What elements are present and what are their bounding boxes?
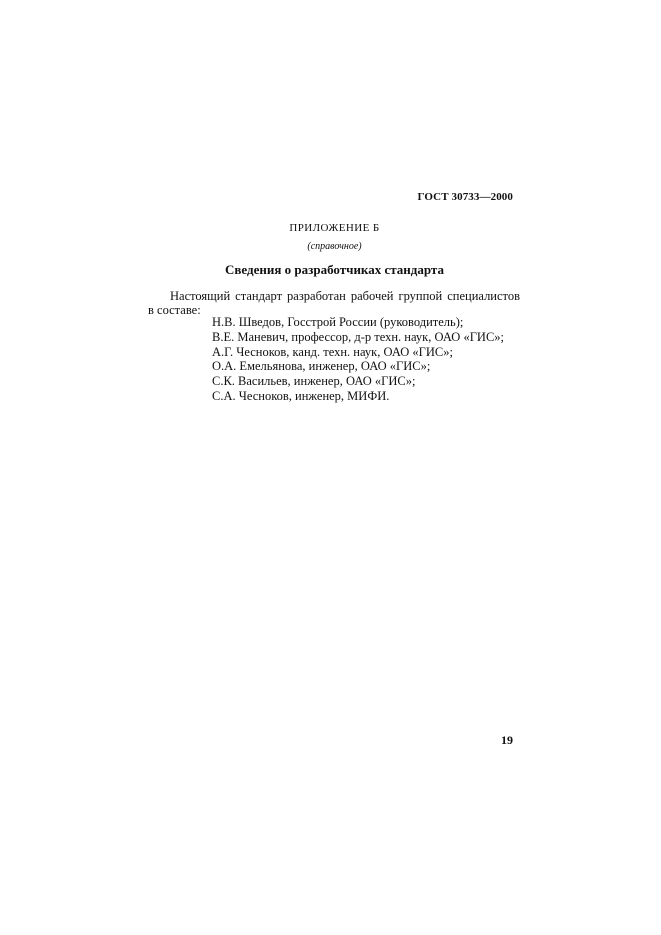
page-number: 19	[501, 733, 513, 747]
developer-item: В.Е. Маневич, профессор, д-р техн. наук, ОАО «ГИС»;	[212, 329, 505, 344]
developer-item: С.К. Васильев, инженер, ОАО «ГИС»;	[212, 374, 416, 389]
developer-item: О.А. Емельянова, инженер, ОАО «ГИС»;	[212, 359, 431, 374]
developer-item: А.Г. Чесноков, канд. техн. наук, ОАО «ГИС»;	[212, 344, 453, 359]
developer-item: Н.В. Шведов, Госстрой России (руководитель);	[212, 315, 464, 329]
developer-item: С.А. Чесноков, инженер, МИФИ.	[212, 388, 390, 403]
appendix-type: (справочное)	[307, 241, 362, 252]
appendix-title: ПРИЛОЖЕНИЕ Б	[289, 222, 380, 234]
intro-paragraph	[148, 289, 520, 317]
section-heading: Сведения о разработчиках стандарта	[225, 262, 444, 277]
intro-line-2: в составе:	[148, 303, 201, 317]
developers-list	[212, 315, 504, 404]
document-code: ГОСТ 30733—2000	[417, 191, 513, 203]
intro-line-1: Настоящий стандарт разработан рабочей группой специалистов	[170, 289, 520, 303]
